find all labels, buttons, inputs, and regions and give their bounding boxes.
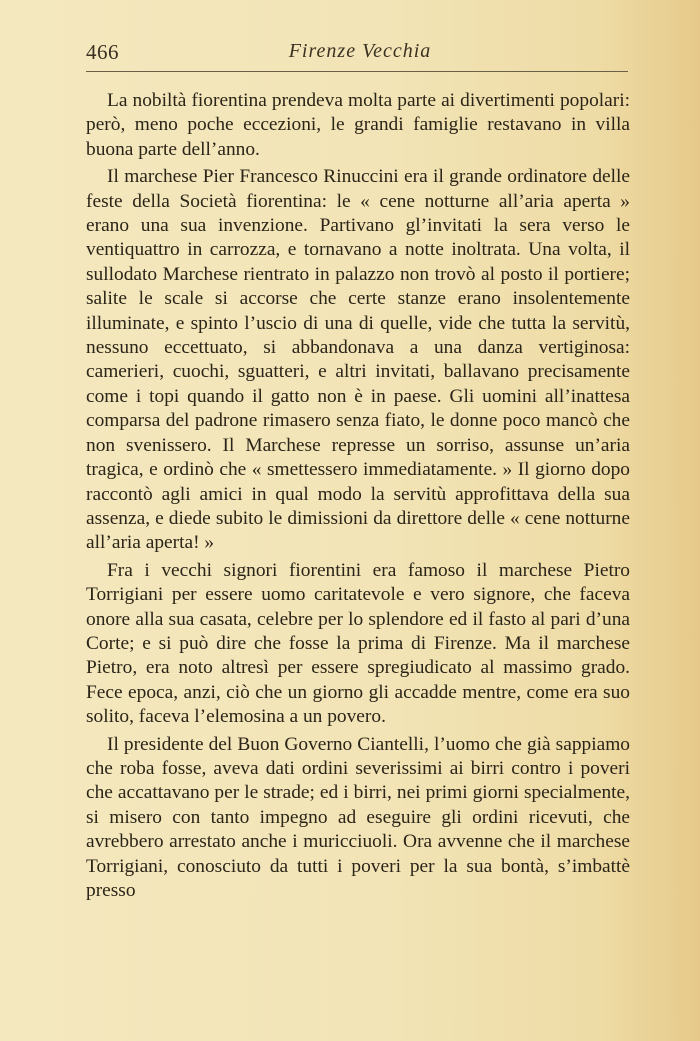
body-text [86, 89, 630, 906]
header-rule [86, 71, 628, 72]
paragraph: Fra i vecchi signori fiorentini era famoso il marchese Pietro Torrigiani per essere uomo caritatevole e vero signore, che faceva onore alla sua casata, celebre per lo splendore ed il fasto al pari d’una Corte; e si può dire che fosse la prima di Firenze. Ma il marchese Pietro, era noto altresì per essere spregiudicato al massimo grado. Fece epoca, anzi, ciò che un giorno gli accadde mentre, come era suo solito, faceva l’elemosina a un povero. [86, 559, 630, 728]
page-number: 466 [86, 40, 119, 64]
running-title: Firenze Vecchia [288, 40, 432, 62]
paragraph: La nobiltà fiorentina prendeva molta parte ai divertimenti popolari: però, meno poche eccezioni, le grandi famiglie restavano in villa buona parte dell’anno. [86, 90, 630, 160]
paragraph: Il presidente del Buon Governo Ciantelli, l’uomo che già sappiamo che roba fosse, aveva dati ordini severissimi ai birri contro i poveri che accattavano per le strade; ed i birri, nei primi giorni specialmente, si misero con tanto impegno ad eseguire gli ordini ricevuti, che avrebbero arrestato anche i muricciuoli. Ora avvenne che il marchese Torrigiani, conosciuto da tutti i poveri per la sua bontà, s’imbattè presso [86, 733, 630, 901]
paragraph: Il marchese Pier Francesco Rinuccini era il grande ordinatore delle feste della Società fiorentina: le « cene notturne all’aria aperta » erano una sua invenzione. Partivano gl’invitati la sera verso le ventiquattro in carrozza, e tornavano a notte inoltrata. Una volta, il sullodato Marchese rientrato in palazzo non trovò al posto il portiere; salite le scale si accorse che certe stanze erano insolentemente illuminate, e spinto l’uscio di una di quelle, vide che tutta la servitù, nessuno eccettuato, si abbandonava a una danza vertiginosa: camerieri, cuochi, sguatteri, e altri invitati, ballavano precisamente come i topi quando il gatto non è in paese. Gli uomini all’inattesa comparsa del padrone rimasero senza fiato, le donne poco mancò che non svenissero. Il Marchese represse un sorriso, assunse un’aria tragica, e ordinò che « smettessero immediatamente. » Il giorno dopo raccontò agli amici in qual modo la servitù approfittava della sua assenza, e diede subito le dimissioni da direttore delle « cene notturne all’aria aperta! » [86, 166, 630, 554]
